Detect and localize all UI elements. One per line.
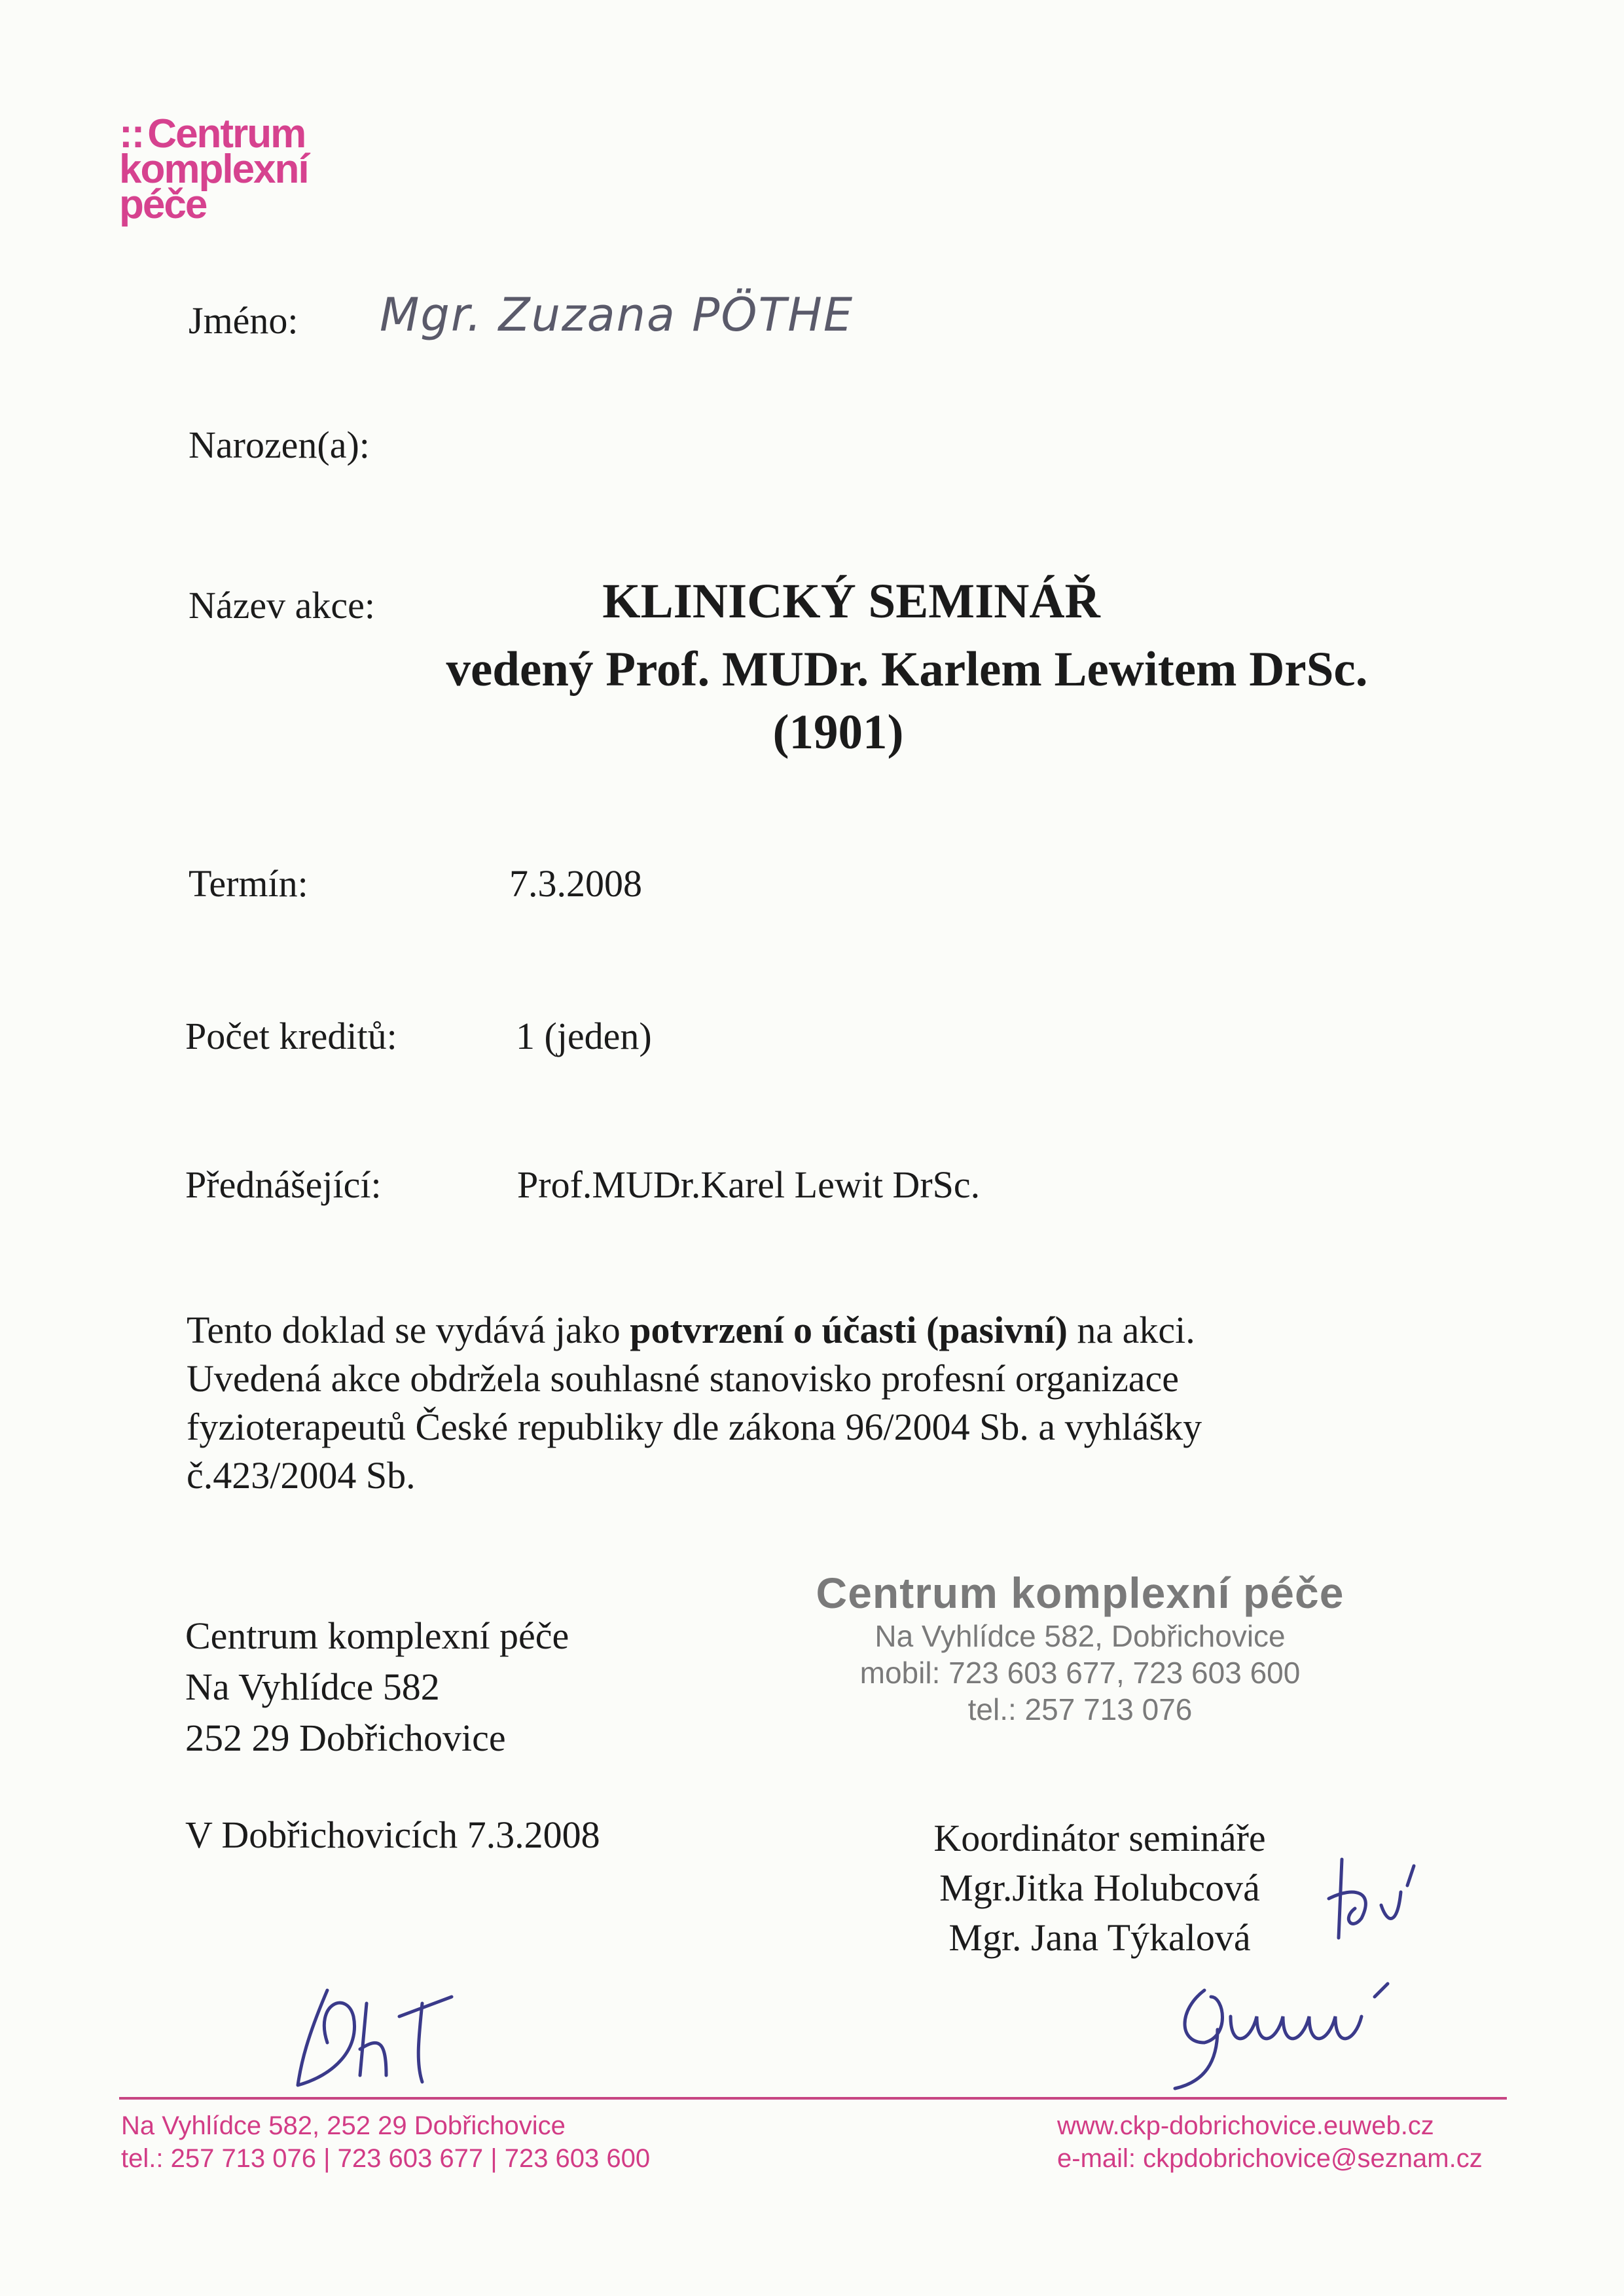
date-label: Termín: bbox=[189, 862, 308, 905]
footer-divider bbox=[119, 2097, 1507, 2100]
credits-label: Počet kreditů: bbox=[185, 1015, 397, 1057]
footer-right bbox=[1057, 2109, 1483, 2175]
footer-phones: tel.: 257 713 076 | 723 603 677 | 723 603 600 bbox=[121, 2144, 651, 2173]
confirmation-paragraph bbox=[187, 1306, 1496, 1500]
footer-web[interactable]: www.ckp-dobrichovice.euweb.cz bbox=[1057, 2111, 1434, 2140]
paragraph-part1: Tento doklad se vydává jako bbox=[187, 1309, 630, 1351]
logo-line3: péče bbox=[119, 182, 207, 227]
logo-line2: komplexní bbox=[119, 147, 308, 192]
stamp-line2: Na Vyhlídce 582, Dobřichovice bbox=[875, 1619, 1286, 1653]
lecturer-label: Přednášející: bbox=[185, 1163, 382, 1206]
signature-left bbox=[288, 1977, 478, 2102]
footer-left bbox=[121, 2109, 650, 2175]
stamp-line1: Centrum komplexní péče bbox=[816, 1569, 1344, 1617]
paragraph-part2: na akci. bbox=[1067, 1309, 1195, 1351]
event-label: Název akce: bbox=[189, 584, 375, 627]
event-title-line3: (1901) bbox=[772, 705, 904, 759]
paragraph-line2: Uvedená akce obdržela souhlasné stanovisko profesní organizace bbox=[187, 1357, 1180, 1400]
coordinator-title: Koordinátor semináře bbox=[933, 1817, 1266, 1859]
paragraph-bold: potvrzení o účasti (pasivní) bbox=[630, 1309, 1068, 1351]
date-value: 7.3.2008 bbox=[509, 862, 642, 905]
stamp bbox=[740, 1568, 1420, 1728]
coordinator-block bbox=[871, 1813, 1329, 1963]
address-line1: Centrum komplexní péče bbox=[185, 1614, 569, 1657]
lecturer-value: Prof.MUDr.Karel Lewit DrSc. bbox=[517, 1163, 981, 1206]
logo bbox=[119, 111, 308, 227]
paragraph-line4: č.423/2004 Sb. bbox=[187, 1454, 416, 1497]
address-line2: Na Vyhlídce 582 bbox=[185, 1666, 440, 1708]
coordinator-name2: Mgr. Jana Týkalová bbox=[948, 1916, 1251, 1959]
footer-address: Na Vyhlídce 582, 252 29 Dobřichovice bbox=[121, 2111, 566, 2140]
name-value: Mgr. Zuzana PÖTHE bbox=[380, 288, 854, 342]
stamp-line3: mobil: 723 603 677, 723 603 600 bbox=[859, 1656, 1301, 1690]
stamp-line4: tel.: 257 713 076 bbox=[967, 1692, 1193, 1726]
logo-dots: :: bbox=[119, 111, 144, 156]
event-title-line2: vedený Prof. MUDr. Karlem Lewitem DrSc. bbox=[446, 642, 1368, 697]
footer-email[interactable]: e-mail: ckpdobrichovice@seznam.cz bbox=[1057, 2144, 1483, 2173]
credits-value: 1 (jeden) bbox=[516, 1015, 652, 1057]
born-label: Narozen(a): bbox=[189, 424, 370, 466]
organizer-address bbox=[185, 1611, 569, 1764]
coordinator-name1: Mgr.Jitka Holubcová bbox=[939, 1867, 1260, 1909]
event-title-line1: KLINICKÝ SEMINÁŘ bbox=[602, 574, 1100, 629]
name-label: Jméno: bbox=[189, 299, 298, 342]
place-date: V Dobřichovicích 7.3.2008 bbox=[185, 1813, 600, 1856]
signature-holubcova bbox=[1316, 1846, 1434, 1964]
logo-line1: Centrum bbox=[147, 111, 306, 156]
address-line3: 252 29 Dobřichovice bbox=[185, 1717, 506, 1759]
paragraph-line3: fyzioterapeutů České republiky dle zákona 96/2004 Sb. a vyhlášky bbox=[187, 1406, 1202, 1448]
signature-tykalova bbox=[1165, 1971, 1414, 2095]
